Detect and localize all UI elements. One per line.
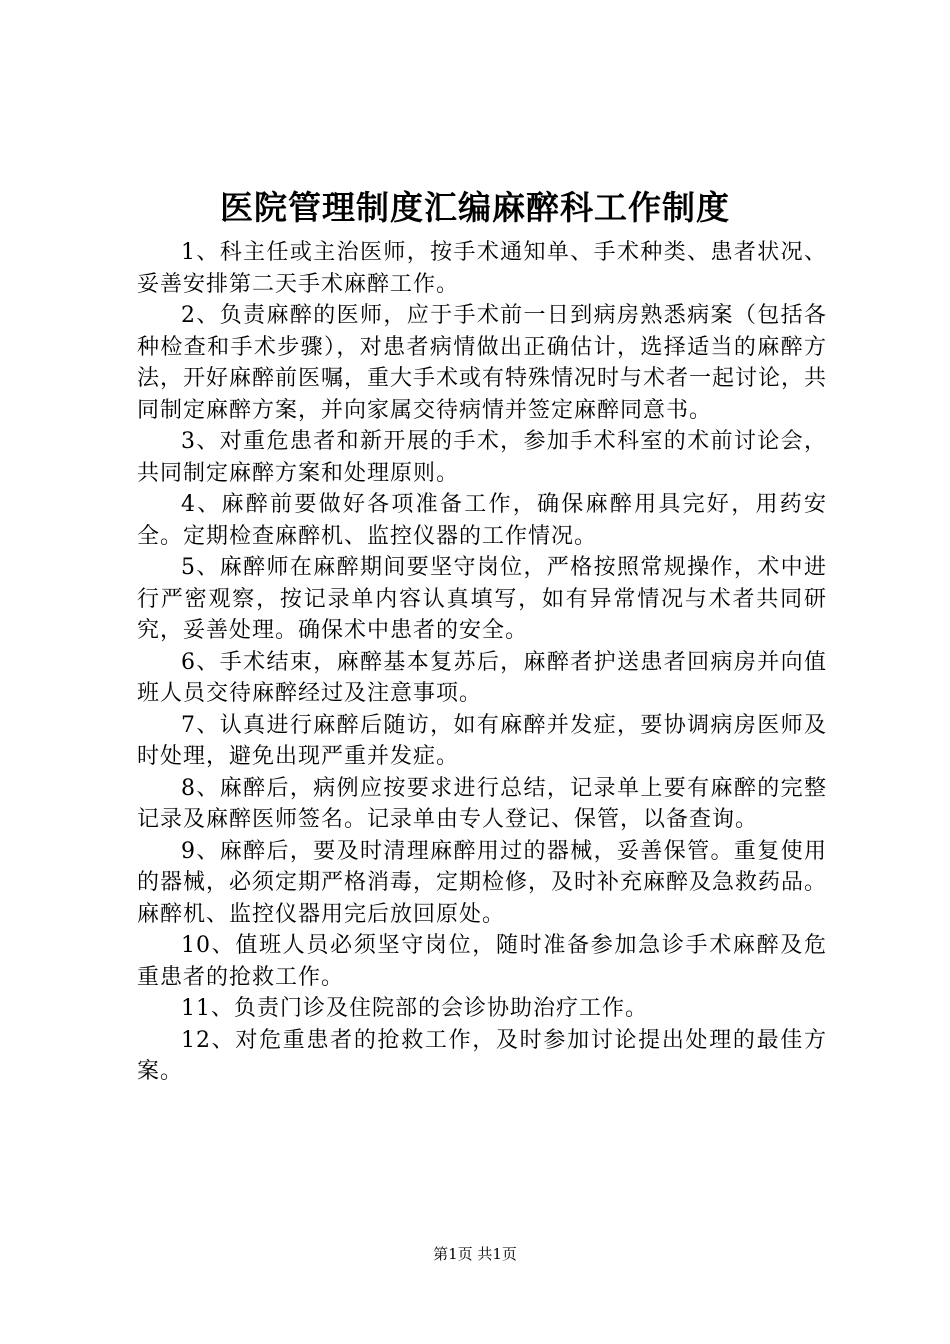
paragraph: 7、认真进行麻醉后随访，如有麻醉并发症，要协调病房医师及时处理，避免出现严重并发症。 — [137, 712, 827, 769]
paragraph: 12、对危重患者的抢救工作，及时参加讨论提出处理的最佳方案。 — [137, 1027, 827, 1084]
paragraph: 10、值班人员必须坚守岗位，随时准备参加急诊手术麻醉及危重患者的抢救工作。 — [137, 933, 827, 990]
paragraph: 11、负责门诊及住院部的会诊协助治疗工作。 — [181, 996, 648, 1021]
paragraph: 2、负责麻醉的医师，应于手术前一日到病房熟悉病案（包括各种检查和手术步骤），对患者病情做出正确估计，选择适当的麻醉方法，开好麻醉前医嘱，重大手术或有特殊情况时与术者一起讨论，共同制定麻醉方案，并向家属交待病情并签定麻醉同意书。 — [137, 303, 828, 423]
paragraph: 6、手术结束，麻醉基本复苏后，麻醉者护送患者回病房并向值班人员交待麻醉经过及注意事项。 — [137, 649, 827, 706]
document-body — [137, 237, 827, 1088]
paragraph: 1、科主任或主治医师，按手术通知单、手术种类、患者状况、妥善安排第二天手术麻醉工作。 — [137, 240, 827, 297]
page-number-footer: 第1页 共1页 — [433, 1245, 517, 1263]
paragraph: 5、麻醉师在麻醉期间要坚守岗位，严格按照常规操作，术中进行严密观察，按记录单内容认真填写，如有异常情况与术者共同研究，妥善处理。确保术中患者的安全。 — [137, 555, 827, 643]
paragraph: 3、对重危患者和新开展的手术，参加手术科室的术前讨论会，共同制定麻醉方案和处理原则。 — [137, 429, 827, 486]
document-title: 医院管理制度汇编麻醉科工作制度 — [220, 188, 730, 227]
paragraph: 9、麻醉后，要及时清理麻醉用过的器械，妥善保管。重复使用的器械，必须定期严格消毒，定期检修，及时补充麻醉及急救药品。麻醉机、监控仪器用完后放回原处。 — [137, 838, 828, 927]
paragraph: 4、麻醉前要做好各项准备工作，确保麻醉用具完好，用药安全。定期检查麻醉机、监控仪器的工作情况。 — [137, 492, 827, 549]
paragraph: 8、麻醉后，病例应按要求进行总结，记录单上要有麻醉的完整记录及麻醉医师签名。记录单由专人登记、保管，以备查询。 — [137, 775, 827, 832]
